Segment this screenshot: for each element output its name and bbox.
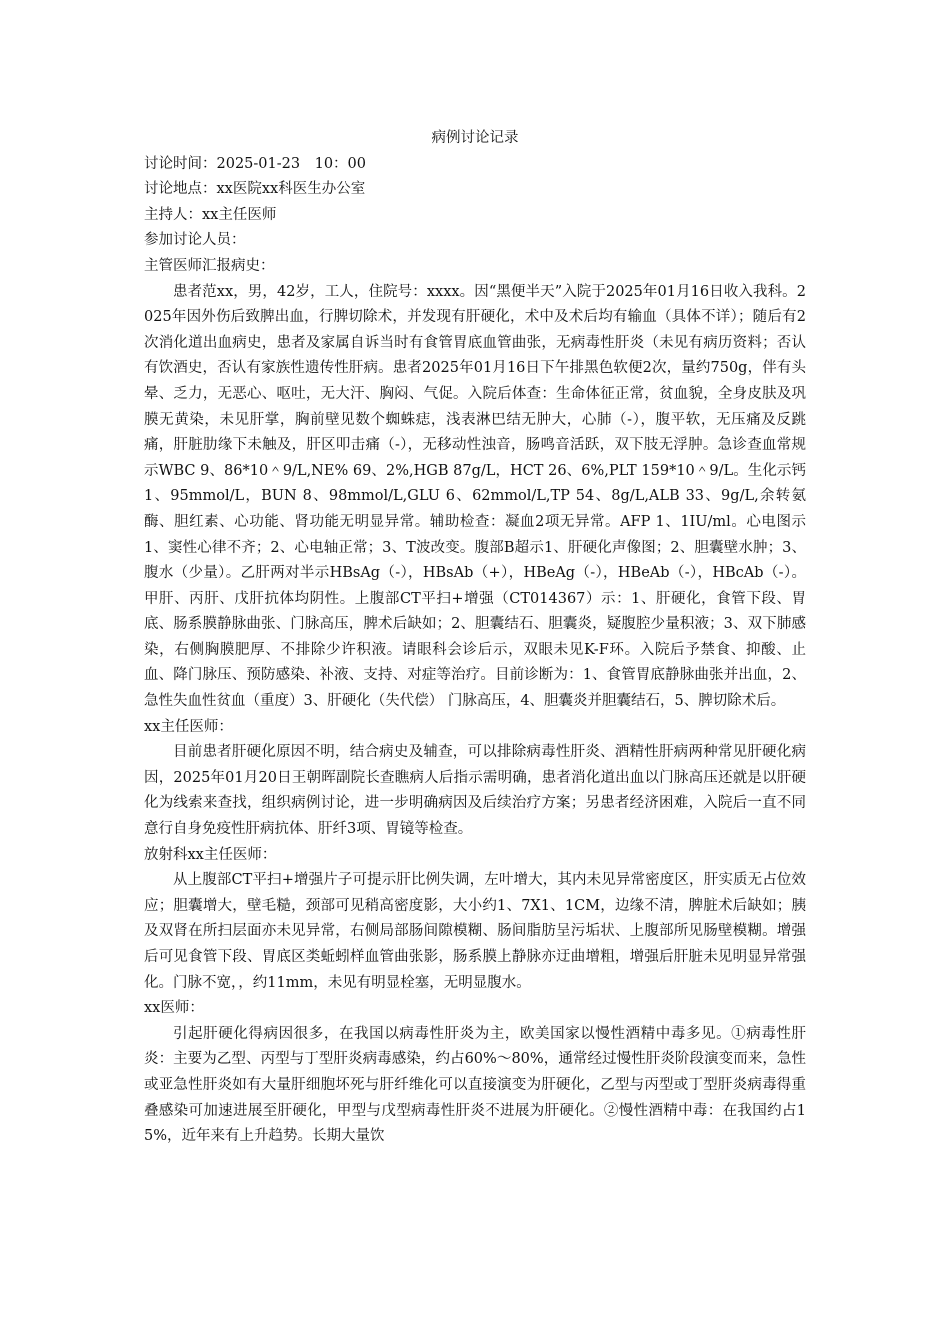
director-paragraph: 目前患者肝硬化原因不明，结合病史及辅查，可以排除病毒性肝炎、酒精性肝病两种常见肝硬化病因，2025年01月20日王朝晖副院长查瞧病人后指示需明确，患者消化道出血以门脉高压还就是以肝硬化为线索来查找，组织病例讨论，进一步明确病因及后续治疗方案；另患者经济困难，入院后一直不同意行自身免疫性肝病抗体、肝纤3项、胃镜等检查。 bbox=[144, 744, 806, 838]
report-paragraph: 患者范xx，男，42岁，工人，住院号：xxxx。因“黑便半天”入院于2025年01月16日收入我科。2025年因外伤后致脾出血，行脾切除术，并发现有肝硬化，术中及术后均有输血（具体不详）；随后有2次消化道出血病史，患者及家属自诉当时有食管胃底血管曲张，无病毒性肝炎（未见有病历资料；否认有饮酒史，否认有家族性遗传性肝病。患者2025年01月16日下午排黑色软便2次，量约750g，伴有头晕、乏力，无恶心、呕吐，无大汗、胸闷、气促。入院后体查：生命体征正常，贫血貌，全身皮肤及巩膜无黄染，未见肝掌，胸前壁见数个蜘蛛痣，浅表淋巴结无肿大，心肺（-），腹平软，无压痛及反跳痛，肝脏肋缘下未触及，肝区叩击痛（-），无移动性浊音，肠鸣音活跃，双下肢无浮肿。急诊查血常规示WBC 9、86*10＾9/L,NE% 69、2%,HGB 87g/L，HCT 26、6%,PLT 159*10＾9/L。生化示钙1、95mmol/L，BUN 8、98mmol/L,GLU 6、62mmol/L,TP 54、8g/L,ALB 33、9g/L,余转氨酶、胆红素、心功能、肾功能无明显异常。辅助检查：凝血2项无异常。AFP 1、1IU/ml。心电图示1、窦性心律不齐；2、心电轴正常；3、T波改变。腹部B超示1、肝硬化声像图；2、胆囊壁水肿；3、腹水（少量）。乙肝两对半示HBsAg（-），HBsAb（+），HBeAg（-），HBeAb（-），HBcAb（-）。甲肝、丙肝、戊肝抗体均阴性。上腹部CT平扫+增强（CT014367）示：1、肝硬化，食管下段、胃底、肠系膜静脉曲张、门脉高压，脾术后缺如；2、胆囊结石、胆囊炎，疑腹腔少量积液；3、双下肺感染，右侧胸膜肥厚、不排除少许积液。请眼科会诊后示，双眼未见K-F环。入院后予禁食、抑酸、止血、降门脉压、预防感染、补液、支持、对症等治疗。目前诊断为：1、食管胃底静脉曲张并出血，2、急性失血性贫血（重度）3、肝硬化（失代偿） 门脉高压，4、胆囊炎并胆囊结石，5、脾切除术后。 bbox=[144, 283, 806, 710]
radiology-heading: 放射科xx主任医师： bbox=[144, 846, 277, 863]
discussion-time: 讨论时间：2025-01-23 10：00 bbox=[144, 155, 367, 172]
discussion-place: 讨论地点：xx医院xx科医生办公室 bbox=[144, 181, 366, 198]
document-page bbox=[144, 126, 806, 1150]
radiology-paragraph: 从上腹部CT平扫+增强片子可提示肝比例失调，左叶增大，其内未见异常密度区，肝实质无占位效应；胆囊增大，壁毛糙，颈部可见稍高密度影，大小约1、7X1、1CM，边缘不清，脾脏术后缺如；胰及双肾在所扫层面亦未见异常，右侧局部肠间隙模糊、肠间脂肪呈污垢状、上腹部所见肠壁模糊。增强后可见食管下段、胃底区类蚯蚓样血管曲张影，肠系膜上静脉亦迂曲增粗，增强后肝脏未见明显异常强化。门脉不宽，，约11mm，未见有明显栓塞，无明显腹水。 bbox=[144, 872, 806, 991]
document-title: 病例讨论记录 bbox=[431, 130, 519, 146]
participants: 参加讨论人员： bbox=[144, 232, 246, 249]
director-heading: xx主任医师： bbox=[144, 718, 233, 735]
report-heading: 主管医师汇报病史： bbox=[144, 257, 275, 274]
doctor-paragraph: 引起肝硬化得病因很多，在我国以病毒性肝炎为主，欧美国家以慢性酒精中毒多见。①病毒性肝炎：主要为乙型、丙型与丁型肝炎病毒感染，约占60%～80%，通常经过慢性肝炎阶段演变而来，急性或亚急性肝炎如有大量肝细胞坏死与肝纤维化可以直接演变为肝硬化，乙型与丙型或丁型肝炎病毒得重叠感染可加速进展至肝硬化，甲型与戊型病毒性肝炎不进展为肝硬化。②慢性酒精中毒：在我国约占15%，近年来有上升趋势。长期大量饮 bbox=[144, 1025, 806, 1145]
doctor-heading: xx医师： bbox=[144, 1000, 204, 1017]
host: 主持人：xx主任医师 bbox=[144, 206, 277, 223]
